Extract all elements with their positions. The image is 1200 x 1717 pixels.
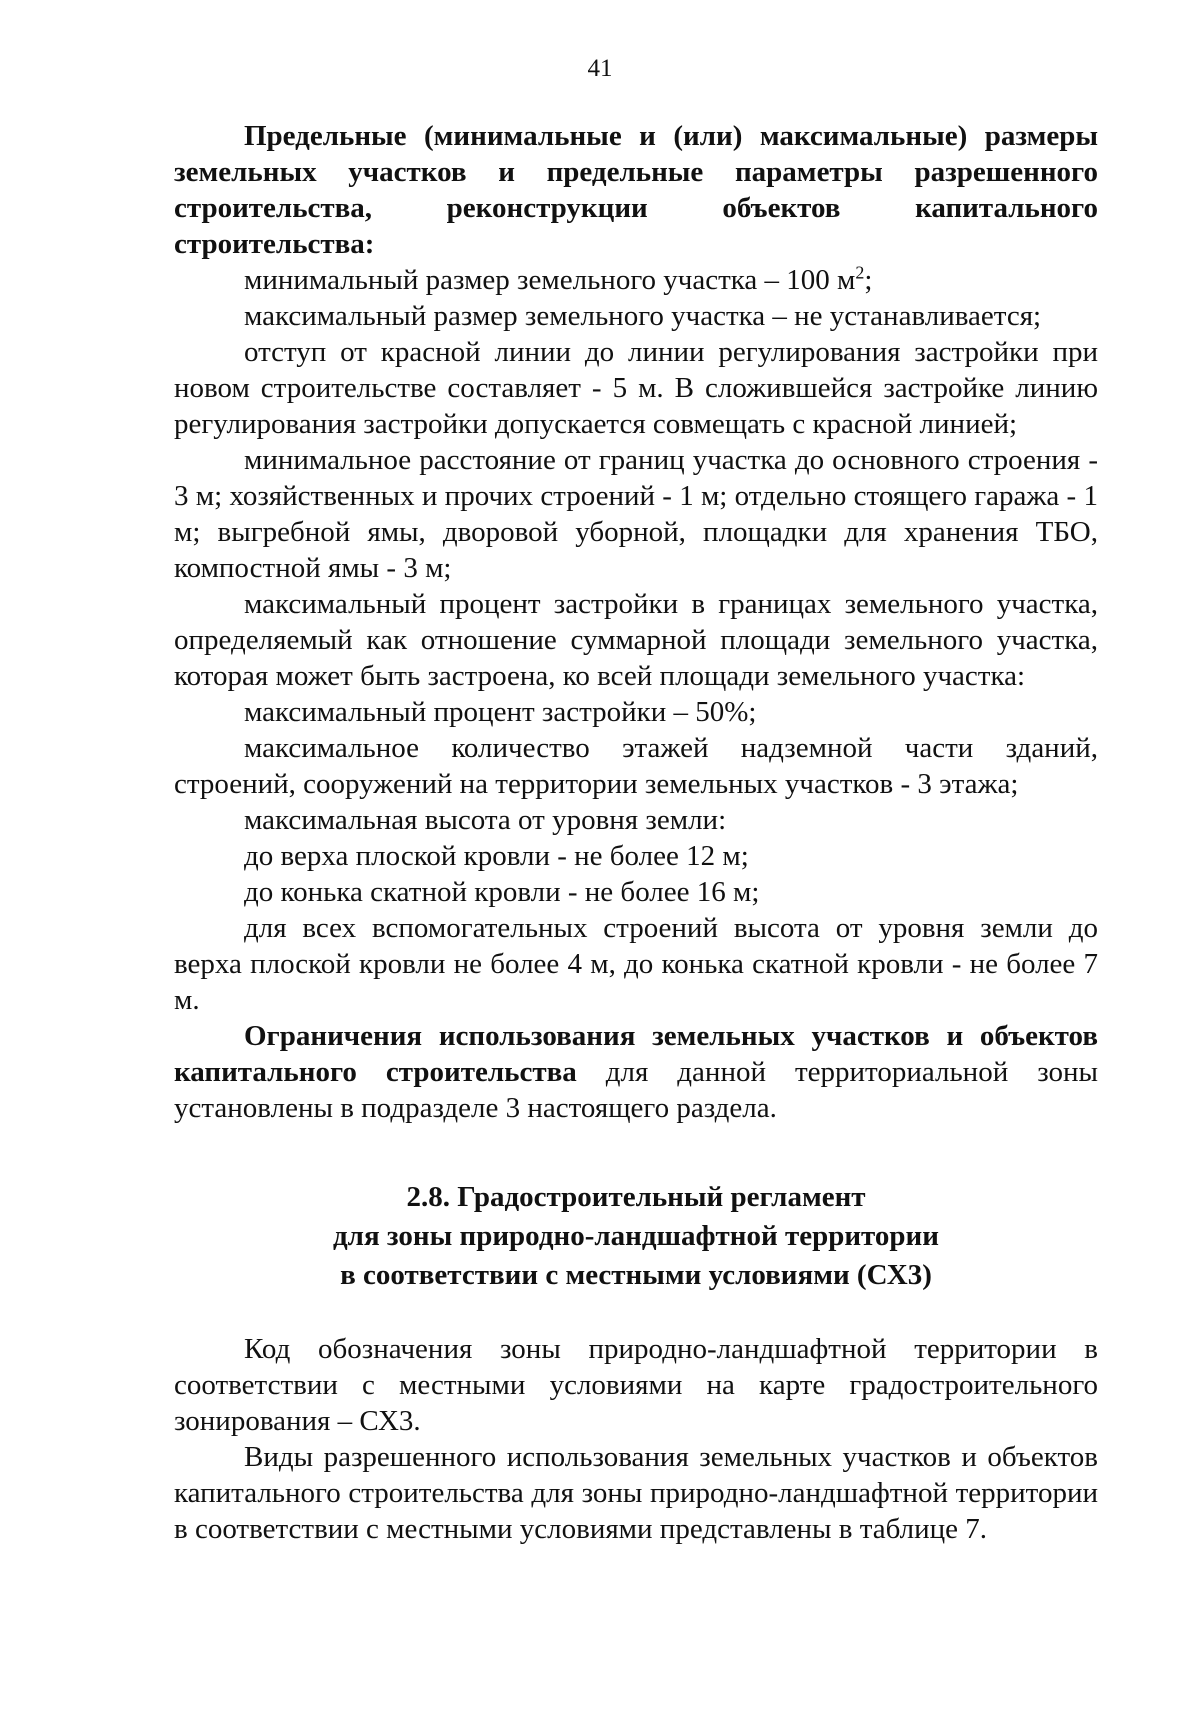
max-height-item: максимальная высота от уровня земли: xyxy=(244,804,727,836)
flat-roof-item: до верха плоской кровли - не более 12 м; xyxy=(244,840,749,872)
page-content xyxy=(174,118,1098,1547)
spacer xyxy=(174,1295,1098,1331)
permitted-uses-paragraph: Виды разрешенного использования земельных участков и объектов капитального строительства для зоны природно-ландшафтной территории в соответствии с местными условиями представлены в таблице 7. xyxy=(174,1441,1098,1545)
auxiliary-buildings-item: для всех вспомогательных строений высота от уровня земли до верха плоской кровли не более 4 м, до конька скатной кровли - не более 7 м. xyxy=(174,912,1098,1016)
restrictions-bold-text: Ограничения использования земельных участков и объектов капитального строительства xyxy=(174,1020,1098,1088)
min-size-suffix: ; xyxy=(864,264,873,296)
section-title-line-2: для зоны природно-ландшафтной территории xyxy=(333,1220,939,1252)
min-size-superscript: 2 xyxy=(855,262,865,283)
max-floors-item: максимальное количество этажей надземной части зданий, строений, сооружений на территории земельных участков - 3 этажа; xyxy=(174,732,1098,800)
min-size-text: минимальный размер земельного участка – 100 м xyxy=(244,264,856,296)
setback-item: отступ от красной линии до линии регулирования застройки при новом строительстве составляет - 5 м. В сложившейся застройке линию регулирования застройки допускается совмещать с красной линией; xyxy=(174,336,1098,440)
parameters-heading: Предельные (минимальные и (или) максимальные) размеры земельных участков и предельные параметры разрешенного строительства, реконструкции объектов капитального строительства: xyxy=(174,120,1098,260)
page-number: 41 xyxy=(587,55,613,82)
min-size-item xyxy=(174,262,1098,298)
zone-code-paragraph: Код обозначения зоны природно-ландшафтной территории в соответствии с местными условиями на карте градостроительного зонирования – СХ3. xyxy=(174,1333,1098,1437)
section-title-line-1: 2.8. Градостроительный регламент xyxy=(406,1181,866,1213)
min-distance-item: минимальное расстояние от границ участка до основного строения - 3 м; хозяйственных и прочих строений - 1 м; отдельно стоящего гаража - 1 м; выгребной ямы, дворовой уборной, площадки для хранения ТБО, компостной ямы - 3 м; xyxy=(174,444,1098,584)
pitched-roof-item: до конька скатной кровли - не более 16 м; xyxy=(244,876,760,908)
max-percent-definition-item: максимальный процент застройки в границах земельного участка, определяемый как отношение суммарной площади земельного участка, которая может быть застроена, ко всей площади земельного участка: xyxy=(174,588,1098,692)
section-title xyxy=(174,1178,1098,1295)
max-percent-item: максимальный процент застройки – 50%; xyxy=(244,696,757,728)
section-title-line-3: в соответствии с местными условиями (СХ3) xyxy=(340,1259,932,1291)
max-size-item: максимальный размер земельного участка – не устанавливается; xyxy=(244,300,1042,332)
restrictions-paragraph xyxy=(174,1018,1098,1126)
restrictions-text: для данной территориальной зоны установлены в подразделе 3 настоящего раздела. xyxy=(174,1056,1098,1124)
